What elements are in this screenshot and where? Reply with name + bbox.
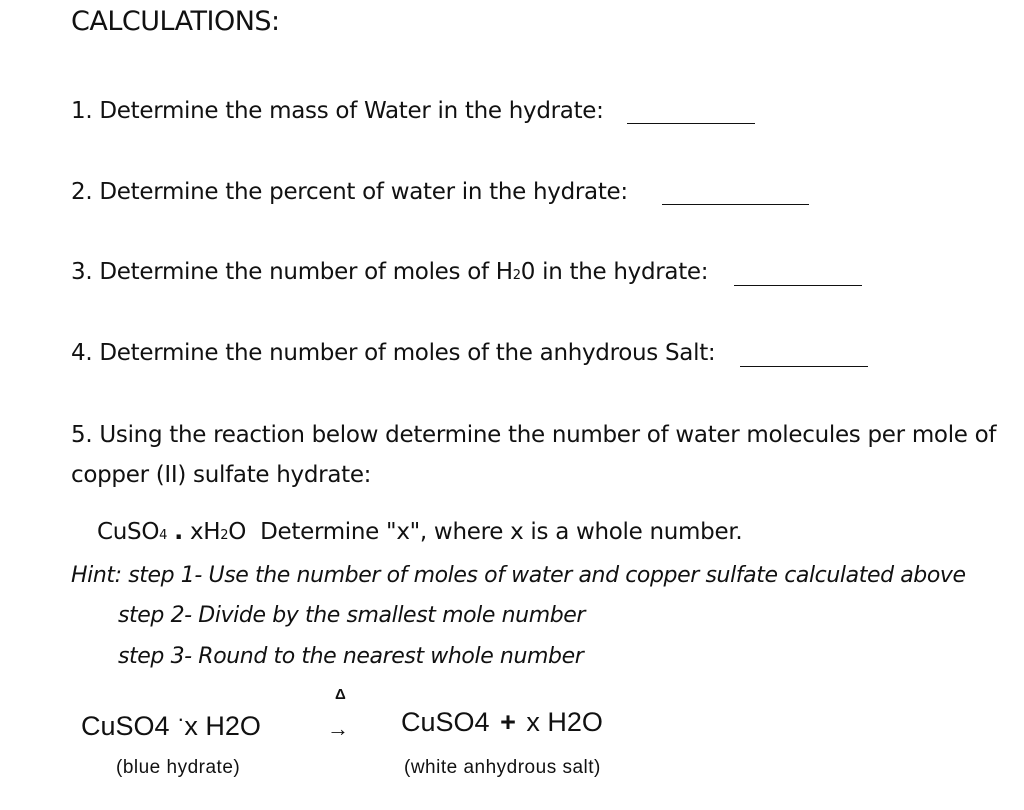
question-number: 5. [71,422,93,448]
hint-step-2: step 2- Divide by the smallest mole number [118,603,586,628]
question-number: 2. [71,179,93,205]
answer-blank-4[interactable] [740,346,868,367]
delta-symbol: Δ [335,686,346,703]
answer-blank-3[interactable] [734,265,862,286]
question-text: Determine the number of moles of the anhydrous Salt: [99,340,716,366]
question-text: Determine the percent of water in the hydrate: [99,179,628,205]
question-number: 1. [71,98,93,124]
page-title: CALCULATIONS: [71,6,280,37]
equation-product [401,707,603,738]
formula-cuso: CuSO [97,519,160,545]
equation-reactant [81,706,261,742]
question-1 [71,98,604,124]
reactant-cuso4: CuSO4 [81,711,170,741]
formula-instruction: Determine "x", where x is a whole number. [260,519,743,545]
question-number: 3. [71,259,93,285]
formula-sub-4: 4 [159,528,168,543]
reaction-arrow: → [327,716,349,741]
formula-xh: xH [182,519,221,545]
hint-step-1: Hint: step 1- Use the number of moles of water and copper sulfate calculated above [71,563,966,588]
subscript-2: 2 [512,268,521,283]
question-2 [71,179,628,205]
hint-step-3: step 3- Round to the nearest whole number [118,644,584,669]
question-text: Using the reaction below determine the number of water molecules per mole of copper (II) sulfate hydrate: [71,422,997,488]
answer-blank-2[interactable] [662,184,809,205]
product-water: x H2O [526,707,603,737]
question-text-after: 0 in the hydrate: [520,259,709,285]
question-text: Determine the mass of Water in the hydrate: [99,98,604,124]
question-5 [71,415,1011,495]
formula-dot: . [174,517,183,545]
question-text: Determine the number of moles of H [99,259,513,285]
question-4 [71,340,715,366]
reactant-water: x H2O [184,711,261,741]
reactant-caption: (blue hydrate) [116,757,241,778]
formula-sub-2: 2 [220,528,229,543]
formula-o: O [228,519,247,545]
answer-blank-1[interactable] [627,103,755,124]
product-caption: (white anhydrous salt) [404,757,601,778]
formula-line [97,517,742,545]
question-number: 4. [71,340,93,366]
product-cuso4: CuSO4 [401,707,490,737]
product-plus: + [500,707,516,737]
reactant-dot: · [177,706,185,731]
question-3 [71,259,708,285]
